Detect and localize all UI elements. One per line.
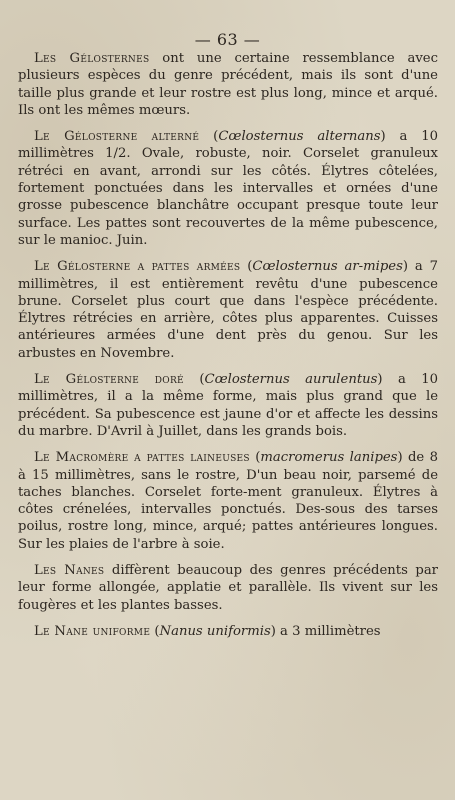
page-number: — 63 —: [194, 30, 261, 49]
paragraph-pre: (: [150, 623, 160, 639]
paragraph-nane-uniforme: [18, 623, 438, 640]
paragraph-pre: (: [199, 129, 219, 145]
paragraph-celosterne-dore: [18, 371, 438, 440]
latin-name: macromerus lanipes: [260, 450, 398, 466]
paragraph-lead: Les Gélosternes: [34, 51, 150, 66]
paragraph-pre: (: [240, 259, 253, 275]
body-text: [18, 50, 438, 649]
paragraph-lead: Le Macromère a pattes laineuses: [34, 450, 250, 466]
paragraph-text: ) de 8 à 15 millimètres, sans le rostre, D'un beau noir, parsemé de taches blanches. Corselet forte-ment granuleux. Élytres à côtes crénelées, intervalles ponctués. Des-sous des tarses poilus, rostre long, mince, arqué; pattes antérieures longues. Sur les plaies de l'arbre à soie.: [18, 450, 438, 552]
paragraph-pre: (: [183, 372, 205, 388]
latin-name: Cœlosternus ar-mipes: [252, 259, 403, 275]
latin-name: Nanus uniformis: [159, 623, 271, 639]
paragraph-text: diffèrent beaucoup des genres précédents par leur forme allongée, applatie et parallèle. Ils vivent sur les fougères et les plantes basses.: [18, 563, 438, 613]
paragraph-celosterne-pattes-armees: [18, 258, 438, 362]
paragraph-nanes: [18, 562, 438, 614]
paragraph-lead: Le Nane uniforme: [34, 623, 151, 639]
paragraph-macromere: [18, 449, 438, 553]
paragraph-lead: Les Nanes: [34, 563, 105, 579]
latin-name: Cœlosternus alternans: [218, 129, 381, 145]
paragraph-text: ) a 10 millimètres, il a la même forme, mais plus grand que le précédent. Sa pubescence est jaune d'or et affecte les dessins du marbre. D'Avril à Juillet, dans les grands bois.: [18, 372, 439, 439]
paragraph-text: ont une certaine ressemblance avec plusieurs espèces du genre précédent, mais ils sont d'une taille plus grande et leur rostre est plus long, mince et arqué. Ils ont les mêmes mœurs.: [18, 51, 438, 118]
paragraph-lead: Le Gélosterne doré: [34, 372, 184, 388]
latin-name: Cœlosternus aurulentus: [204, 372, 378, 388]
paragraph-lead: Le Gélosterne alterné: [34, 129, 200, 145]
paragraph-lead: Le Gélosterne a pattes armées: [34, 259, 241, 275]
paragraph-pre: (: [249, 450, 261, 466]
paragraph-text: ) a 10 millimètres 1/2. Ovale, robuste, noir. Corselet granuleux rétréci en avant, arrondi sur les côtés. Élytres côtelées, fortement ponctuées dans les intervalles et ornées d'une grosse pubescence blanchâtre occupant presque toute leur surface. Les pattes sont recouvertes de la même pubescence, sur le manioc. Juin.: [18, 129, 439, 248]
paragraph-text: ) a 7 millimètres, il est entièrement revêtu d'une pubescence brune. Corselet plus court que dans l'espèce précédente. Élytres rétrécies en arrière, côtes plus apparentes. Cuisses antérieures armées d'une dent près du genou. Sur les arbustes en Novembre.: [18, 259, 438, 361]
paragraph-text: ) a 3 millimètres: [270, 623, 381, 639]
paragraph-celosternes: [18, 50, 438, 119]
paragraph-celosterne-alterne: [18, 128, 438, 249]
